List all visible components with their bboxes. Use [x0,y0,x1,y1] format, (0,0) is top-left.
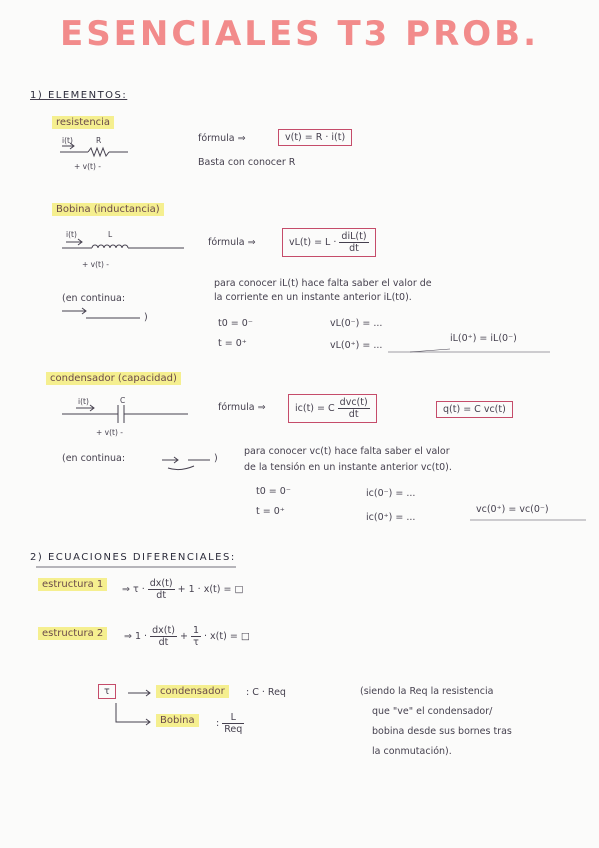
condensador-i-0-plus: ic(0⁺) = ... [366,512,416,523]
bobina-t0-plus: t = 0⁺ [218,338,247,349]
bobina-label: Bobina (inductancia) [52,203,164,216]
condensador-i-0-minus: ic(0⁻) = ... [366,488,416,499]
condensador-t0-plus: t = 0⁺ [256,506,285,517]
bobina-note-line1: para conocer iL(t) hace falta saber el valor de [214,278,432,289]
estructura-1-equation: ⇒ τ · $\frac{dx(t)}{dt}$ + 1 · x(t) = □ [122,578,244,601]
estructura-1-label: estructura 1 [38,578,107,591]
tau-condensador-value: : C · Req [246,687,286,698]
resistor-current-label: i(t) [62,136,73,145]
req-note-line1: (siendo la Req la resistencia [360,686,494,697]
inductor-formula: vL(t) = L · $\frac{\text{diL(t)}}{dt}$ [282,228,376,257]
charge-formula: q(t) = C vc(t) [436,401,513,418]
inductor-current-label: i(t) [66,230,77,239]
capacitor-current-label: i(t) [78,397,89,406]
resistor-voltage-label: + v(t) - [74,162,101,171]
section-elementos-heading: 1) ELEMENTOS: [30,90,128,101]
ohm-law-formula: v(t) = R · i(t) [278,129,352,146]
inductor-continuity-rule: iL(0⁺) = iL(0⁻) [450,333,517,344]
capacitor-formula: ic(t) = C $\frac{\text{dvc(t)}}{dt}$ [288,394,377,423]
bobina-v-0-minus: vL(0⁻) = ... [330,318,383,329]
req-note-line2: que "ve" el condensador/ [372,706,493,717]
condensador-continua-close: ) [214,453,218,464]
condensador-note-line1: para conocer vc(t) hace falta saber el valor [244,446,450,457]
tau-box: τ [98,684,116,699]
resistencia-formula-label: fórmula ⇒ [198,133,246,144]
condensador-note-line2: de la tensión en un instante anterior vc(t0). [244,462,452,473]
estructura-2-label: estructura 2 [38,627,107,640]
bobina-continua-label: (en continua: [62,293,126,304]
tau-condensador-label: condensador [156,685,229,698]
page-title: ESENCIALES T3 PROB. [59,14,540,54]
resistor-r-label: R [96,136,102,145]
condensador-label: condensador (capacidad) [46,372,181,385]
condensador-t0-minus: t0 = 0⁻ [256,486,291,497]
capacitor-symbol [62,405,188,423]
estructura-2-equation: ⇒ 1 · $\frac{dx(t)}{dt}$ + $\frac{1}{\tau}$ · x(t) = □ [124,625,250,648]
condensador-continua-label: (en continua: [62,453,126,464]
bobina-formula-label: fórmula ⇒ [208,237,256,248]
req-note-line3: bobina desde sus bornes tras [372,726,512,737]
bobina-continua-close: ) [144,312,148,323]
inductor-l-label: L [108,230,113,239]
resistencia-label: resistencia [52,116,114,129]
capacitor-voltage-label: + v(t) - [96,428,123,437]
section-ecuaciones-heading: 2) ECUACIONES DIFERENCIALES: [30,552,236,563]
short-circuit-sketch [62,308,140,318]
tau-bobina-label: Bobina [156,714,199,727]
condensador-formula-label: fórmula ⇒ [218,402,266,413]
tau-arrows [116,690,150,725]
open-circuit-sketch [162,457,210,470]
bobina-v-0-plus: vL(0⁺) = ... [330,340,383,351]
req-note-line4: la conmutación). [372,746,452,757]
inductor-voltage-label: + v(t) - [82,260,109,269]
capacitor-continuity-rule: vc(0⁺) = vc(0⁻) [476,504,549,515]
bobina-t0-minus: t0 = 0⁻ [218,318,253,329]
inductor-symbol [62,239,184,248]
tau-bobina-value: : $\frac{L}{\text{Req}}$ [216,712,243,735]
bobina-note-line2: la corriente en un instante anterior iL(t0). [214,292,412,303]
resistencia-note: Basta con conocer R [198,157,296,168]
capacitor-c-label: C [120,396,126,405]
